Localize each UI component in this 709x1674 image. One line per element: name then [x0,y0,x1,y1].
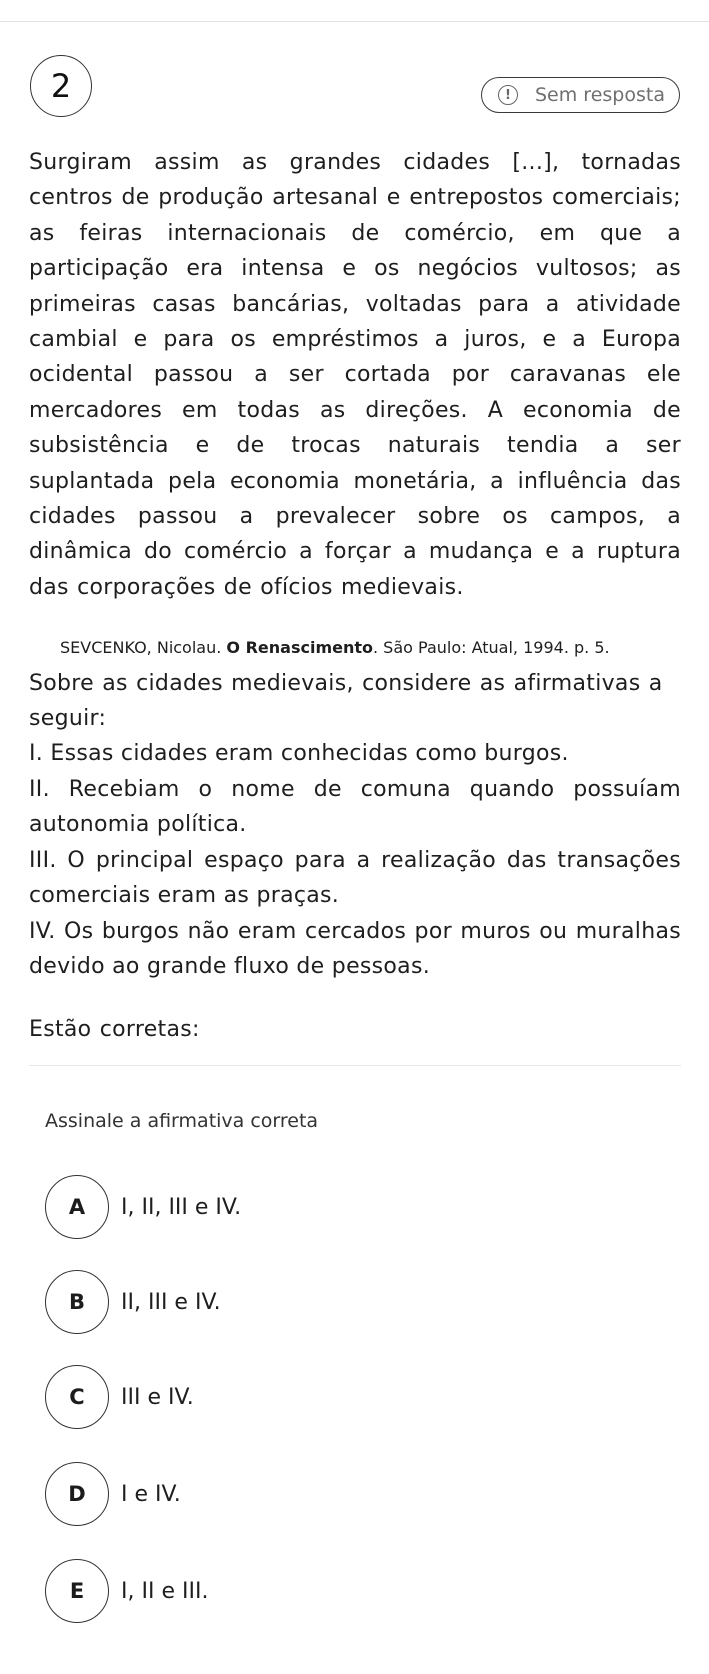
option-text[interactable]: I, II e III. [121,1578,209,1604]
alert-circle-icon: ! [498,85,518,105]
statement-iii: III. O principal espaço para a realização das transações comerciais eram as praças. [29,848,681,909]
answer-instruction: Assinale a afirmativa correta [45,1110,319,1132]
option-a[interactable] [45,1175,241,1239]
option-letter[interactable]: E [45,1559,109,1623]
option-c[interactable] [45,1365,194,1429]
option-letter[interactable]: A [45,1175,109,1239]
question-prompt: Sobre as cidades medievais, considere as afirmativas a seguir: [29,671,663,732]
citation-title: O Renascimento [226,638,373,657]
option-d[interactable] [45,1462,181,1526]
statement-ii: II. Recebiam o nome de comuna quando possuíam autonomia política. [29,777,681,838]
option-text[interactable]: III e IV. [121,1384,194,1410]
citation [60,636,682,660]
top-divider [0,21,709,22]
option-text[interactable]: I, II, III e IV. [121,1194,242,1220]
option-letter[interactable]: D [45,1462,109,1526]
question-number: 2 [30,55,92,117]
statement-i: I. Essas cidades eram conhecidas como burgos. [29,741,569,766]
status-label: Sem resposta [535,84,665,106]
option-text[interactable]: II, III e IV. [121,1289,221,1315]
option-letter[interactable]: B [45,1270,109,1334]
statement-iv: IV. Os burgos não eram cercados por muros ou muralhas devido ao grande fluxo de pessoas. [29,919,681,980]
option-e[interactable] [45,1559,208,1623]
option-letter[interactable]: C [45,1365,109,1429]
citation-author: SEVCENKO, Nicolau. [60,638,222,657]
passage-text: Surgiram assim as grandes cidades [...], tornadas centros de produção artesanal e entrepostos comerciais; as feiras internacionais de comércio, em que a participação era intensa e os negócios vultosos; as primeiras casas bancárias, voltadas para a atividade cambial e para os empréstimos a juros, e a Europa ocidental passou a ser cortada por caravanas ele mercadores em todas as direções. A economia de subsistência e de trocas naturais tendia a ser suplantada pela economia monetária, a influência das cidades passou a prevalecer sobre os campos, a dinâmica do comércio a forçar a mudança e a ruptura das corporações de ofícios medievais. [29,150,681,600]
section-divider [29,1065,681,1066]
option-b[interactable] [45,1270,221,1334]
option-text[interactable]: I e IV. [121,1481,181,1507]
status-badge [481,77,680,113]
citation-rest: . São Paulo: Atual, 1994. p. 5. [373,638,610,657]
correct-label: Estão corretas: [29,1017,200,1042]
